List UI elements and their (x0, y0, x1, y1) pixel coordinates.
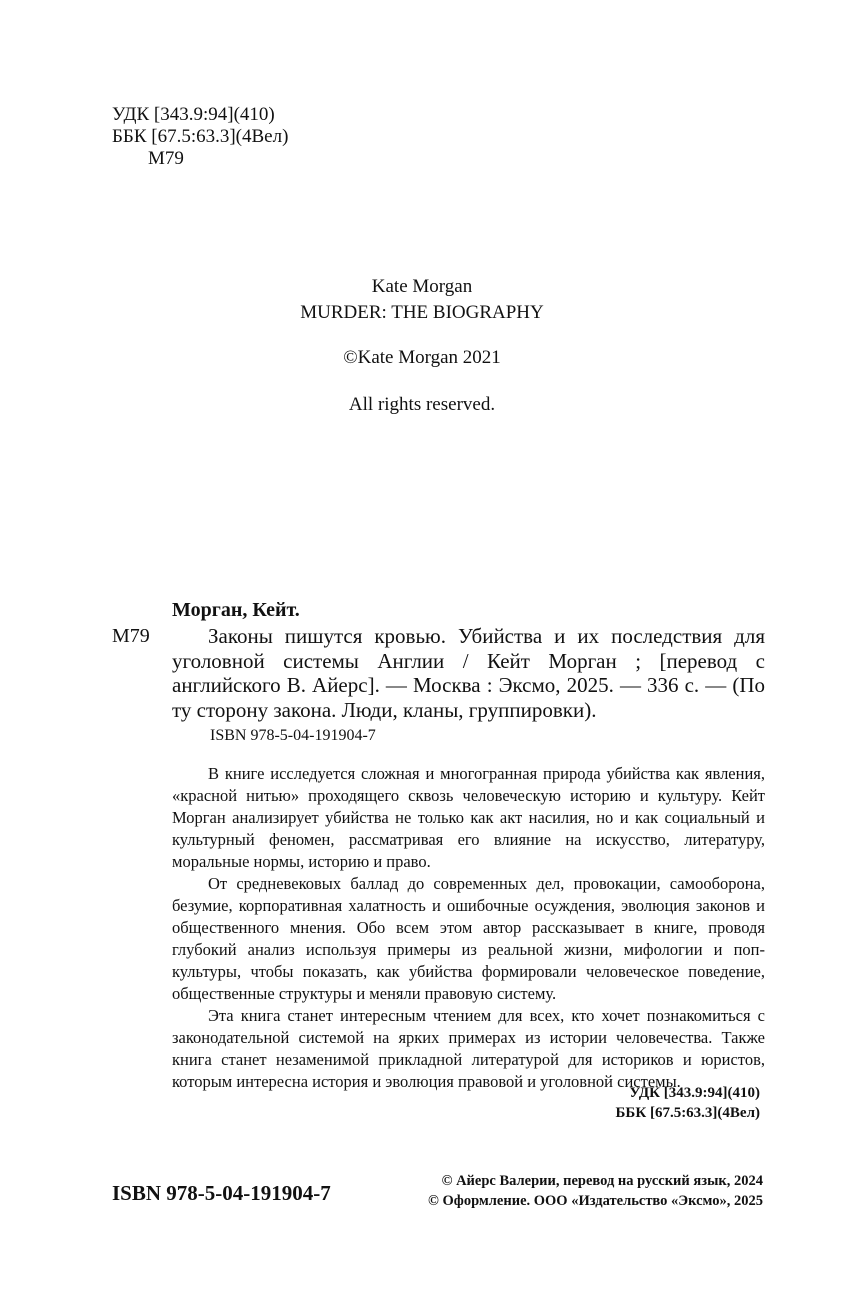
author-heading: Морган, Кейт. (172, 599, 300, 621)
annotation (172, 763, 765, 1093)
isbn-footer: ISBN 978-5-04-191904-7 (112, 1181, 331, 1205)
author-mark: М79 (148, 148, 184, 169)
rights-notice: All rights reserved. (348, 394, 496, 415)
bibliographic-description: Законы пишутся кровью. Убийства и их последствия для уголовной системы Англии / Кейт Морган ; [перевод с английского В. Айерс]. — Москва : Эксмо, 2025. — 336 с. — (По ту сторону закона. Люди, кланы, группировки). (172, 624, 765, 722)
original-title: MURDER: THE BIOGRAPHY (300, 302, 544, 323)
udk-code-bottom: УДК [343.9:94](410) (629, 1085, 760, 1101)
bibliographic-author-mark: М79 (112, 625, 150, 647)
classification-codes (600, 1083, 760, 1123)
original-copyright: ©Kate Morgan 2021 (343, 347, 501, 368)
copyright-notices (420, 1171, 763, 1211)
bbk-code-bottom: ББК [67.5:63.3](4Вел) (615, 1105, 760, 1121)
annotation-paragraph: От средневековых баллад до современных дел, провокации, самооборона, безумие, корпоративная халатность и ошибочные осуждения, эволюция законов и общественного мнения. Обо всем этом автор рассказывает в книге, проводя глубокий анализ используя примеры из реальной жизни, мифологии и поп-культуры, чтобы показать, как убийства формировали человеческое поведение, общественные структуры и меняли правовую систему. (172, 874, 765, 1003)
annotation-paragraph: Эта книга станет интересным чтением для всех, кто хочет познакомиться с законодательной системой на ярких примерах из истории человечества. Также книга станет незаменимой прикладной литературой для историков и юристов, которым интересна история и эволюция правовой и уголовной системы. (172, 1006, 765, 1091)
isbn-inline: ISBN 978-5-04-191904-7 (210, 727, 376, 744)
bbk-code: ББК [67.5:63.3](4Вел) (112, 126, 289, 147)
catalog-block (112, 104, 288, 170)
udk-code: УДК [343.9:94](410) (112, 104, 275, 125)
annotation-paragraph: В книге исследуется сложная и многогранная природа убийства как явления, «красной нитью» проходящего сквозь человеческую историю и культуру. Кейт Морган анализирует убийства не только как акт насилия, но и как социальный и культурный феномен, рассматривая его влияние на искусство, литературу, моральные нормы, историю и право. (172, 764, 765, 871)
copyright-design: © Оформление. ООО «Издательство «Эксмо», 2025 (428, 1193, 763, 1209)
copyright-translation: © Айерс Валерии, перевод на русский язык, 2024 (441, 1173, 763, 1189)
original-author: Kate Morgan (371, 276, 473, 297)
